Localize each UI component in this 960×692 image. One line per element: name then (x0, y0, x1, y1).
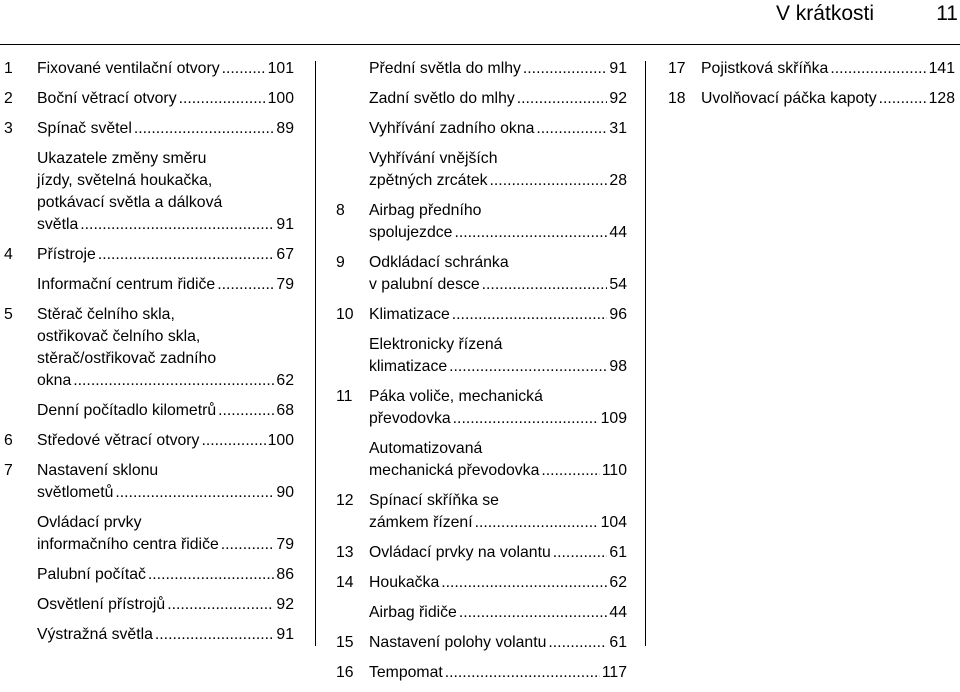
entry-label: Informační centrum řidiče (37, 276, 216, 293)
dot-leader (201, 430, 265, 452)
entry-number: 3 (4, 120, 13, 137)
entry-label: Pojistková skříňka (701, 60, 829, 77)
index-entry (369, 58, 627, 80)
dot-leader (155, 624, 275, 646)
dot-leader (523, 58, 608, 80)
index-entry (369, 148, 627, 192)
dot-leader (449, 356, 607, 378)
entry-label: převodovka (369, 410, 451, 427)
entry-label: Elektronicky řízená (369, 336, 503, 353)
entry-label: Fixované ventilační otvory (37, 60, 220, 77)
entry-label: Přední světla do mlhy (369, 60, 521, 77)
entry-number: 15 (336, 634, 354, 651)
entry-number: 11 (336, 388, 353, 405)
entry-label: Houkačka (369, 574, 440, 591)
index-entry (4, 304, 294, 392)
entry-label: Vyhřívání zadního okna (369, 120, 535, 137)
entry-line (369, 88, 627, 110)
entry-number: 4 (4, 246, 13, 263)
page-reference: 92 (609, 90, 627, 107)
index-entry (336, 304, 627, 326)
entry-line (37, 594, 294, 616)
page-reference: 61 (609, 544, 627, 561)
entry-label: ostřikovač čelního skla, (37, 328, 201, 345)
entry-line (37, 244, 294, 266)
index-column-1 (4, 58, 294, 654)
entry-number: 1 (4, 60, 13, 77)
dot-leader (445, 662, 600, 684)
index-entry (336, 200, 627, 244)
page-reference: 100 (267, 432, 294, 449)
entry-label: Páka voliče, mechanická (369, 388, 543, 405)
dot-leader (115, 482, 274, 504)
entry-line (37, 624, 294, 646)
entry-label: zpětných zrcátek (369, 172, 488, 189)
entry-line (701, 88, 955, 110)
index-entry (37, 148, 294, 236)
page-reference: 101 (267, 60, 294, 77)
entry-number: 9 (336, 254, 345, 271)
entry-label: spolujezdce (369, 224, 453, 241)
dot-leader (98, 244, 275, 266)
entry-line (37, 88, 294, 110)
column-divider (315, 61, 316, 646)
dot-leader (179, 88, 266, 110)
entry-label: informačního centra řidiče (37, 536, 219, 553)
page-reference: 28 (609, 172, 627, 189)
entry-number: 18 (668, 90, 686, 107)
entry-line (37, 118, 294, 140)
index-entry (369, 118, 627, 140)
dot-leader (453, 408, 599, 430)
page-reference: 92 (276, 596, 294, 613)
dot-leader (517, 88, 608, 110)
page-reference: 62 (276, 372, 294, 389)
entry-number: 17 (668, 60, 686, 77)
entry-label: Osvětlení přístrojů (37, 596, 166, 613)
header-divider (0, 44, 960, 45)
entry-label: Ukazatele změny směru (37, 150, 207, 167)
entry-label: světlometů (37, 484, 114, 501)
entry-line (369, 274, 627, 296)
dot-leader (218, 400, 274, 422)
entry-line (37, 400, 294, 422)
dot-leader (482, 274, 608, 296)
entry-line (369, 356, 627, 378)
entry-label: Airbag řidiče (369, 604, 457, 621)
entry-number: 16 (336, 664, 354, 681)
index-entry (37, 594, 294, 616)
entry-label: Airbag předního (369, 202, 482, 219)
dot-leader (459, 602, 608, 624)
page-reference: 91 (609, 60, 627, 77)
entry-number: 14 (336, 574, 354, 591)
page-reference: 31 (609, 120, 627, 137)
index-entry (336, 572, 627, 594)
page-reference: 54 (609, 276, 627, 293)
page-reference: 79 (276, 536, 294, 553)
page-reference: 117 (601, 664, 627, 681)
page-reference: 89 (276, 120, 294, 137)
index-entry (4, 118, 294, 140)
entry-label: okna (37, 372, 72, 389)
index-entry (4, 460, 294, 504)
dot-leader (454, 222, 607, 244)
entry-label: Odkládací schránka (369, 254, 509, 271)
entry-label: Středové větrací otvory (37, 432, 200, 449)
entry-label: zámkem řízení (369, 514, 473, 531)
entry-label: stěrač/ostřikovač zadního (37, 350, 217, 367)
entry-label: Tempomat (369, 664, 443, 681)
index-entry (336, 632, 627, 654)
entry-label: Denní počítadlo kilometrů (37, 402, 217, 419)
page-header (0, 0, 960, 38)
index-entry (336, 490, 627, 534)
entry-label: Nastavení polohy volantu (369, 634, 547, 651)
dot-leader (134, 118, 275, 140)
dot-leader (441, 572, 607, 594)
entry-line (37, 564, 294, 586)
entry-line (369, 460, 627, 482)
entry-label: klimatizace (369, 358, 448, 375)
entry-label: jízdy, světelná houkačka, (37, 172, 213, 189)
dot-leader (221, 534, 275, 556)
entry-line (369, 602, 627, 624)
section-title: V krátkosti (775, 2, 874, 25)
entry-number: 10 (336, 306, 354, 323)
entry-line (369, 222, 627, 244)
index-entry (4, 430, 294, 452)
page-reference: 110 (601, 462, 627, 479)
entry-number: 2 (4, 90, 13, 107)
entry-line (37, 274, 294, 296)
entry-line (37, 534, 294, 556)
entry-number: 13 (336, 544, 354, 561)
index-entry (336, 252, 627, 296)
dot-leader (490, 170, 608, 192)
dot-leader (536, 118, 607, 140)
entry-label: Uvolňovací páčka kapoty (701, 90, 877, 107)
page-reference: 91 (276, 216, 294, 233)
entry-label: Vyhřívání vnějších (369, 150, 498, 167)
dot-leader (217, 274, 274, 296)
dot-leader (879, 88, 927, 110)
entry-label: Nastavení sklonu (37, 462, 159, 479)
page-reference: 109 (600, 410, 627, 427)
dot-leader (148, 564, 275, 586)
entry-label: Stěrač čelního skla, (37, 306, 175, 323)
entry-line (369, 662, 627, 684)
page-reference: 104 (600, 514, 627, 531)
entry-line (369, 118, 627, 140)
page-reference: 67 (276, 246, 294, 263)
entry-label: Klimatizace (369, 306, 450, 323)
index-entry (37, 274, 294, 296)
index-entry (37, 400, 294, 422)
page-reference: 128 (928, 90, 955, 107)
page-reference: 44 (609, 224, 627, 241)
entry-line (701, 58, 955, 80)
entry-line (369, 512, 627, 534)
entry-label: mechanická převodovka (369, 462, 540, 479)
entry-label: Spínač světel (37, 120, 132, 137)
dot-leader (73, 370, 274, 392)
dot-leader (222, 58, 266, 80)
index-entry (336, 542, 627, 564)
column-divider (645, 61, 646, 646)
page-reference: 61 (609, 634, 627, 651)
page-reference: 90 (276, 484, 294, 501)
page-reference: 62 (609, 574, 627, 591)
index-entry (37, 564, 294, 586)
entry-number: 5 (4, 306, 13, 323)
dot-leader (830, 58, 926, 80)
entry-number: 8 (336, 202, 345, 219)
entry-line (369, 572, 627, 594)
dot-leader (541, 460, 599, 482)
entry-label: světla (37, 216, 79, 233)
page-reference: 44 (609, 604, 627, 621)
index-entry (37, 624, 294, 646)
entry-label: Boční větrací otvory (37, 90, 177, 107)
entry-number: 6 (4, 432, 13, 449)
entry-line (37, 430, 294, 452)
entry-line (369, 408, 627, 430)
index-column-3 (668, 58, 955, 118)
index-entry (336, 386, 627, 430)
index-entry (4, 244, 294, 266)
entry-line (37, 482, 294, 504)
entry-line (369, 58, 627, 80)
page-reference: 68 (276, 402, 294, 419)
entry-line (37, 58, 294, 80)
page-reference: 91 (276, 626, 294, 643)
dot-leader (80, 214, 274, 236)
page-reference: 100 (267, 90, 294, 107)
index-entry (336, 662, 627, 684)
index-entry (369, 334, 627, 378)
page-reference: 98 (609, 358, 627, 375)
index-entry (668, 88, 955, 110)
index-entry (369, 88, 627, 110)
entry-line (37, 214, 294, 236)
entry-label: Palubní počítač (37, 566, 146, 583)
page-reference: 141 (928, 60, 955, 77)
entry-line (369, 542, 627, 564)
index-entry (668, 58, 955, 80)
entry-line (37, 370, 294, 392)
index-entry (369, 438, 627, 482)
index-entry (37, 512, 294, 556)
entry-label: potkávací světla a dálková (37, 194, 223, 211)
entry-number: 7 (4, 462, 13, 479)
entry-label: Ovládací prvky (37, 514, 142, 531)
entry-line (369, 170, 627, 192)
page-reference: 86 (276, 566, 294, 583)
entry-label: Přístroje (37, 246, 96, 263)
index-entry (4, 88, 294, 110)
entry-label: v palubní desce (369, 276, 480, 293)
index-entry (4, 58, 294, 80)
entry-label: Ovládací prvky na volantu (369, 544, 551, 561)
entry-label: Spínací skříňka se (369, 492, 499, 509)
entry-line (369, 304, 627, 326)
entry-number: 12 (336, 492, 354, 509)
page-number: 11 (936, 2, 958, 25)
dot-leader (452, 304, 608, 326)
dot-leader (553, 542, 608, 564)
dot-leader (548, 632, 607, 654)
index-entry (369, 602, 627, 624)
page-reference: 79 (276, 276, 294, 293)
entry-label: Zadní světlo do mlhy (369, 90, 515, 107)
page-reference: 96 (609, 306, 627, 323)
index-column-2 (336, 58, 627, 692)
entry-line (369, 632, 627, 654)
entry-label: Automatizovaná (369, 440, 483, 457)
dot-leader (475, 512, 599, 534)
dot-leader (167, 594, 274, 616)
entry-label: Výstražná světla (37, 626, 153, 643)
